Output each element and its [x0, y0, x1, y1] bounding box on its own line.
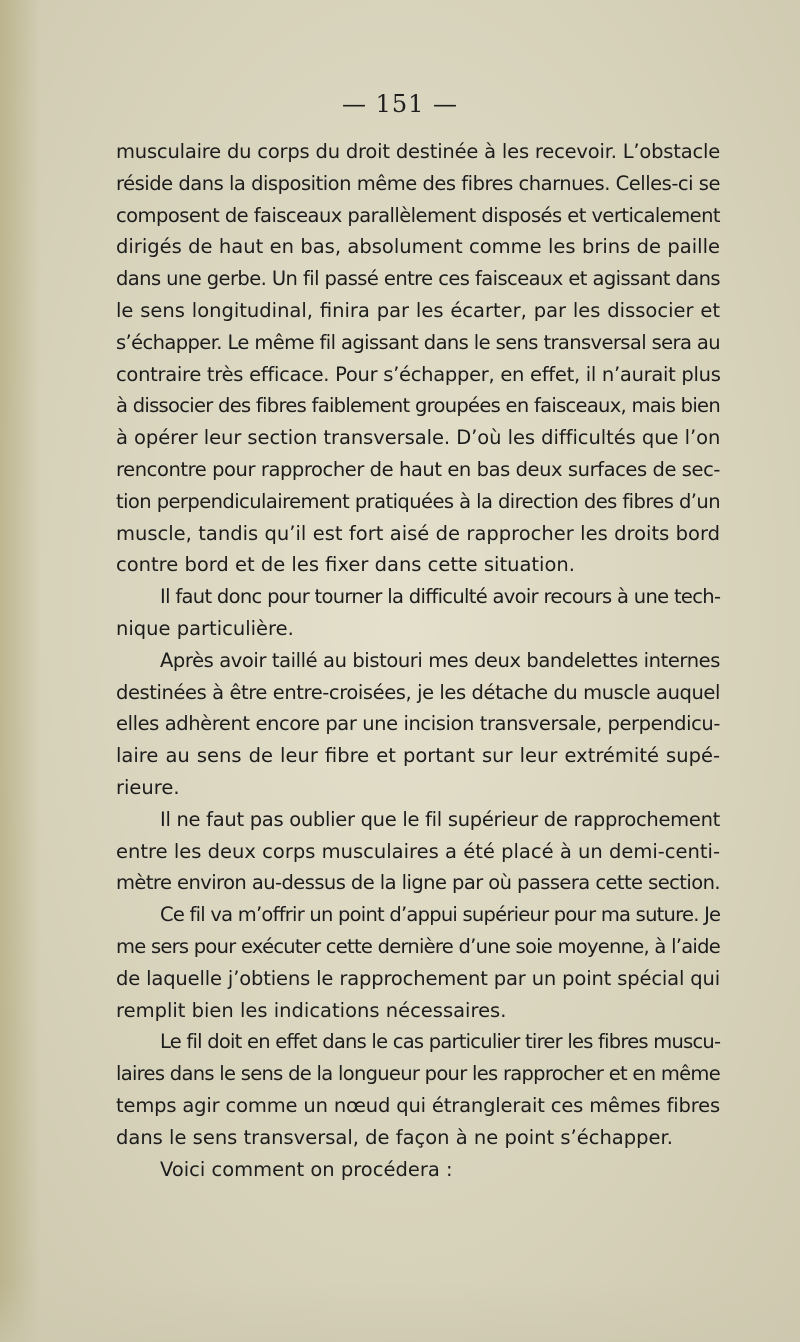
text-line: composent de faisceaux parallèlement disposés et verticalement: [116, 203, 720, 227]
text-line: musculaire du corps du droit destinée à les recevoir. L’obstacle: [116, 140, 720, 163]
text-line: rieure.: [116, 775, 180, 799]
text-line: Le fil doit en effet dans le cas particulier tirer les fibres muscu-: [160, 1030, 721, 1054]
text-line: à opérer leur section transversale. D’où les difficultés que l’on: [116, 426, 721, 450]
text-line: mètre environ au-dessus de la ligne par où passera cette section.: [116, 871, 720, 895]
page-bottom-shade: [0, 1282, 800, 1342]
text-line: rencontre pour rapprocher de haut en bas deux surfaces de sec-: [116, 457, 720, 481]
text-line: entre les deux corps musculaires a été placé à un demi-centi-: [116, 839, 720, 863]
body-text: [116, 136, 720, 1185]
text-line: laire au sens de leur fibre et portant sur leur extrémité supé-: [116, 744, 720, 768]
page-number: — 151 —: [341, 90, 459, 118]
text-line: me sers pour exécuter cette dernière d’une soie moyenne, à l’aide: [116, 934, 720, 958]
text-line: elles adhèrent encore par une incision transversale, perpendicu-: [116, 712, 720, 736]
text-line: contre bord et de les fixer dans cette situation.: [116, 553, 575, 577]
text-line: Après avoir taillé au bistouri mes deux bandelettes internes: [160, 648, 721, 672]
text-line: Il faut donc pour tourner la difficulté avoir recours à une tech-: [160, 585, 721, 609]
text-line: à dissocier des fibres faiblement groupées en faisceaux, mais bien: [116, 394, 720, 418]
text-line: destinées à être entre-croisées, je les détache du muscle auquel: [116, 680, 720, 704]
text-line: muscle, tandis qu’il est fort aisé de rapprocher les droits bord: [116, 521, 720, 545]
text-line: laires dans le sens de la longueur pour les rapprocher et en même: [116, 1062, 721, 1086]
text-line: Ce fil va m’offrir un point d’appui supérieur pour ma suture. Je: [160, 903, 721, 927]
text-line: dirigés de haut en bas, absolument comme les brins de paille: [116, 235, 720, 259]
text-line: réside dans la disposition même des fibres charnues. Celles-ci se: [116, 171, 720, 195]
text-line: tion perpendiculairement pratiquées à la direction des fibres d’un: [116, 489, 720, 513]
text-line: temps agir comme un nœud qui étranglerait ces mêmes fibres: [116, 1093, 720, 1117]
text-line: Il ne faut pas oublier que le fil supérieur de rapprochement: [160, 807, 720, 831]
text-line: contraire très efficace. Pour s’échapper, en effet, il n’aurait plus: [116, 362, 721, 386]
text-line: remplit bien les indications nécessaires.: [116, 998, 507, 1022]
text-line: dans une gerbe. Un fil passé entre ces faisceaux et agissant dans: [116, 267, 720, 291]
text-line: Voici comment on procédera :: [160, 1157, 453, 1181]
text-line: nique particulière.: [116, 616, 294, 640]
text-line: s’échapper. Le même fil agissant dans le sens transversal sera au: [116, 330, 720, 354]
text-line: de laquelle j’obtiens le rapprochement par un point spécial qui: [116, 966, 720, 990]
page-edge-shadow: [0, 0, 40, 1342]
text-line: le sens longitudinal, finira par les écarter, par les dissocier et: [116, 298, 720, 322]
text-line: dans le sens transversal, de façon à ne point s’échapper.: [116, 1125, 673, 1149]
